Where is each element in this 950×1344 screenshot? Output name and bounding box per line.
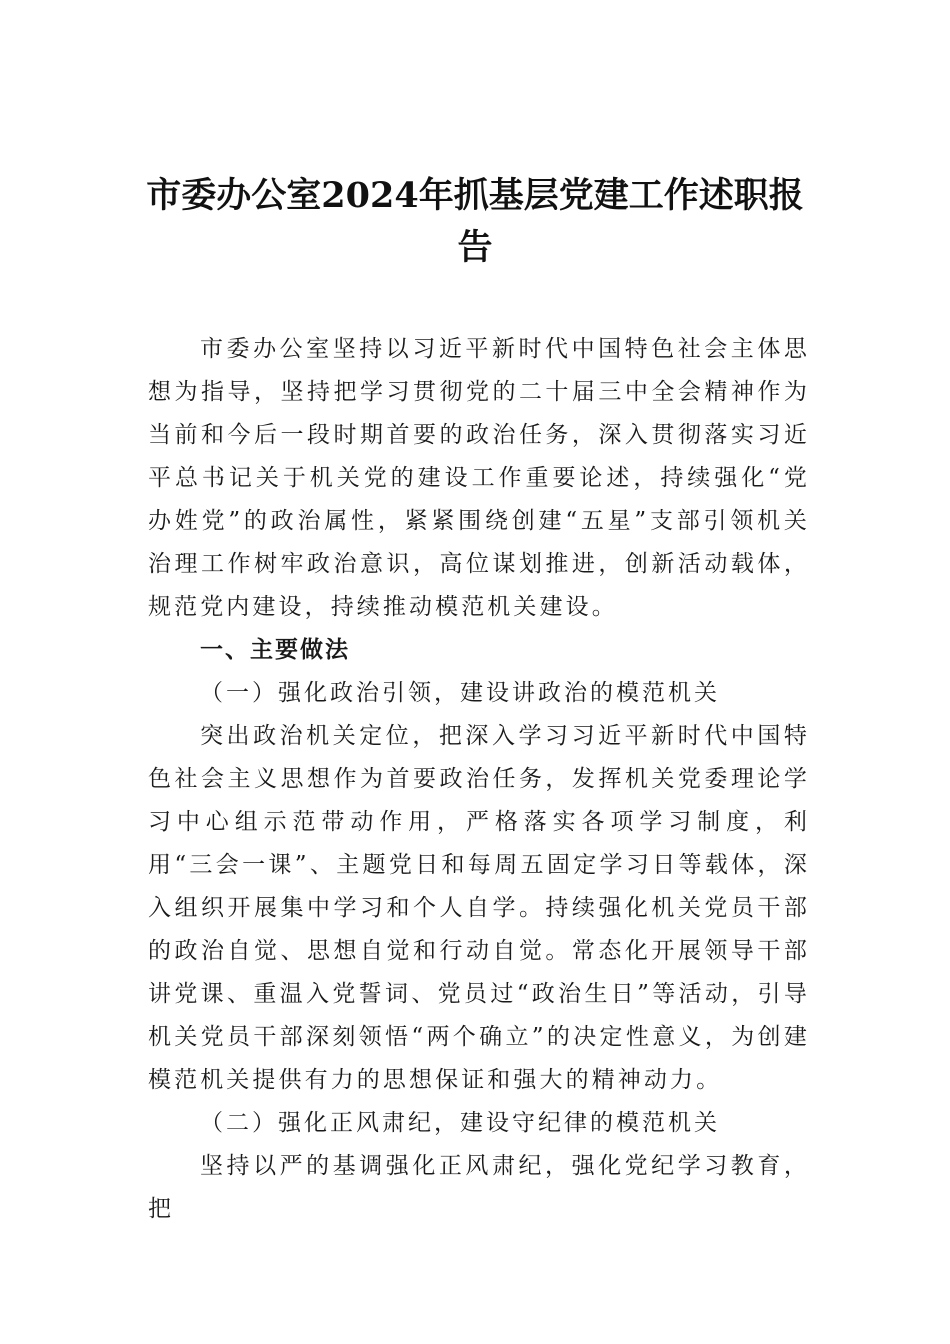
subsection-heading-discipline: （二）强化正风肃纪，建设守纪律的模范机关 [200, 1110, 720, 1136]
document-title: 市委办公室2024年抓基层党建工作述职报告 [146, 175, 804, 268]
subsection-paragraph-discipline: 坚持以严的基调强化正风肃纪，强化党纪学习教育，把 [148, 1153, 810, 1222]
intro-paragraph: 市委办公室坚持以习近平新时代中国特色社会主体思想为指导，坚持把学习贯彻党的二十届三中全会精神作为当前和今后一段时期首要的政治任务，深入贯彻落实习近平总书记关于机关党的建设工作重要论述，持续强化“党办姓党”的政治属性，紧紧围绕创建“五星”支部引领机关治理工作树牢政治意识，高位谋划推进，创新活动载体，规范党内建设，持续推动模范机关建设。 [148, 336, 810, 620]
section-heading-main-practices: 一、主要做法 [200, 637, 350, 663]
subsection-heading-political-leadership: （一）强化政治引领，建设讲政治的模范机关 [200, 680, 720, 706]
subsection-paragraph-political-leadership: 突出政治机关定位，把深入学习习近平新时代中国特色社会主义思想作为首要政治任务，发挥机关党委理论学习中心组示范带动作用，严格落实各项学习制度，利用“三会一课”、主题党日和每周五固定学习日等载体，深入组织开展集中学习和个人自学。持续强化机关党员干部的政治自觉、思想自觉和行动自觉。常态化开展领导干部讲党课、重温入党誓词、党员过“政治生日”等活动，引导机关党员干部深刻领悟“两个确立”的决定性意义，为创建模范机关提供有力的思想保证和强大的精神动力。 [148, 723, 810, 1093]
document-body [148, 328, 810, 1231]
